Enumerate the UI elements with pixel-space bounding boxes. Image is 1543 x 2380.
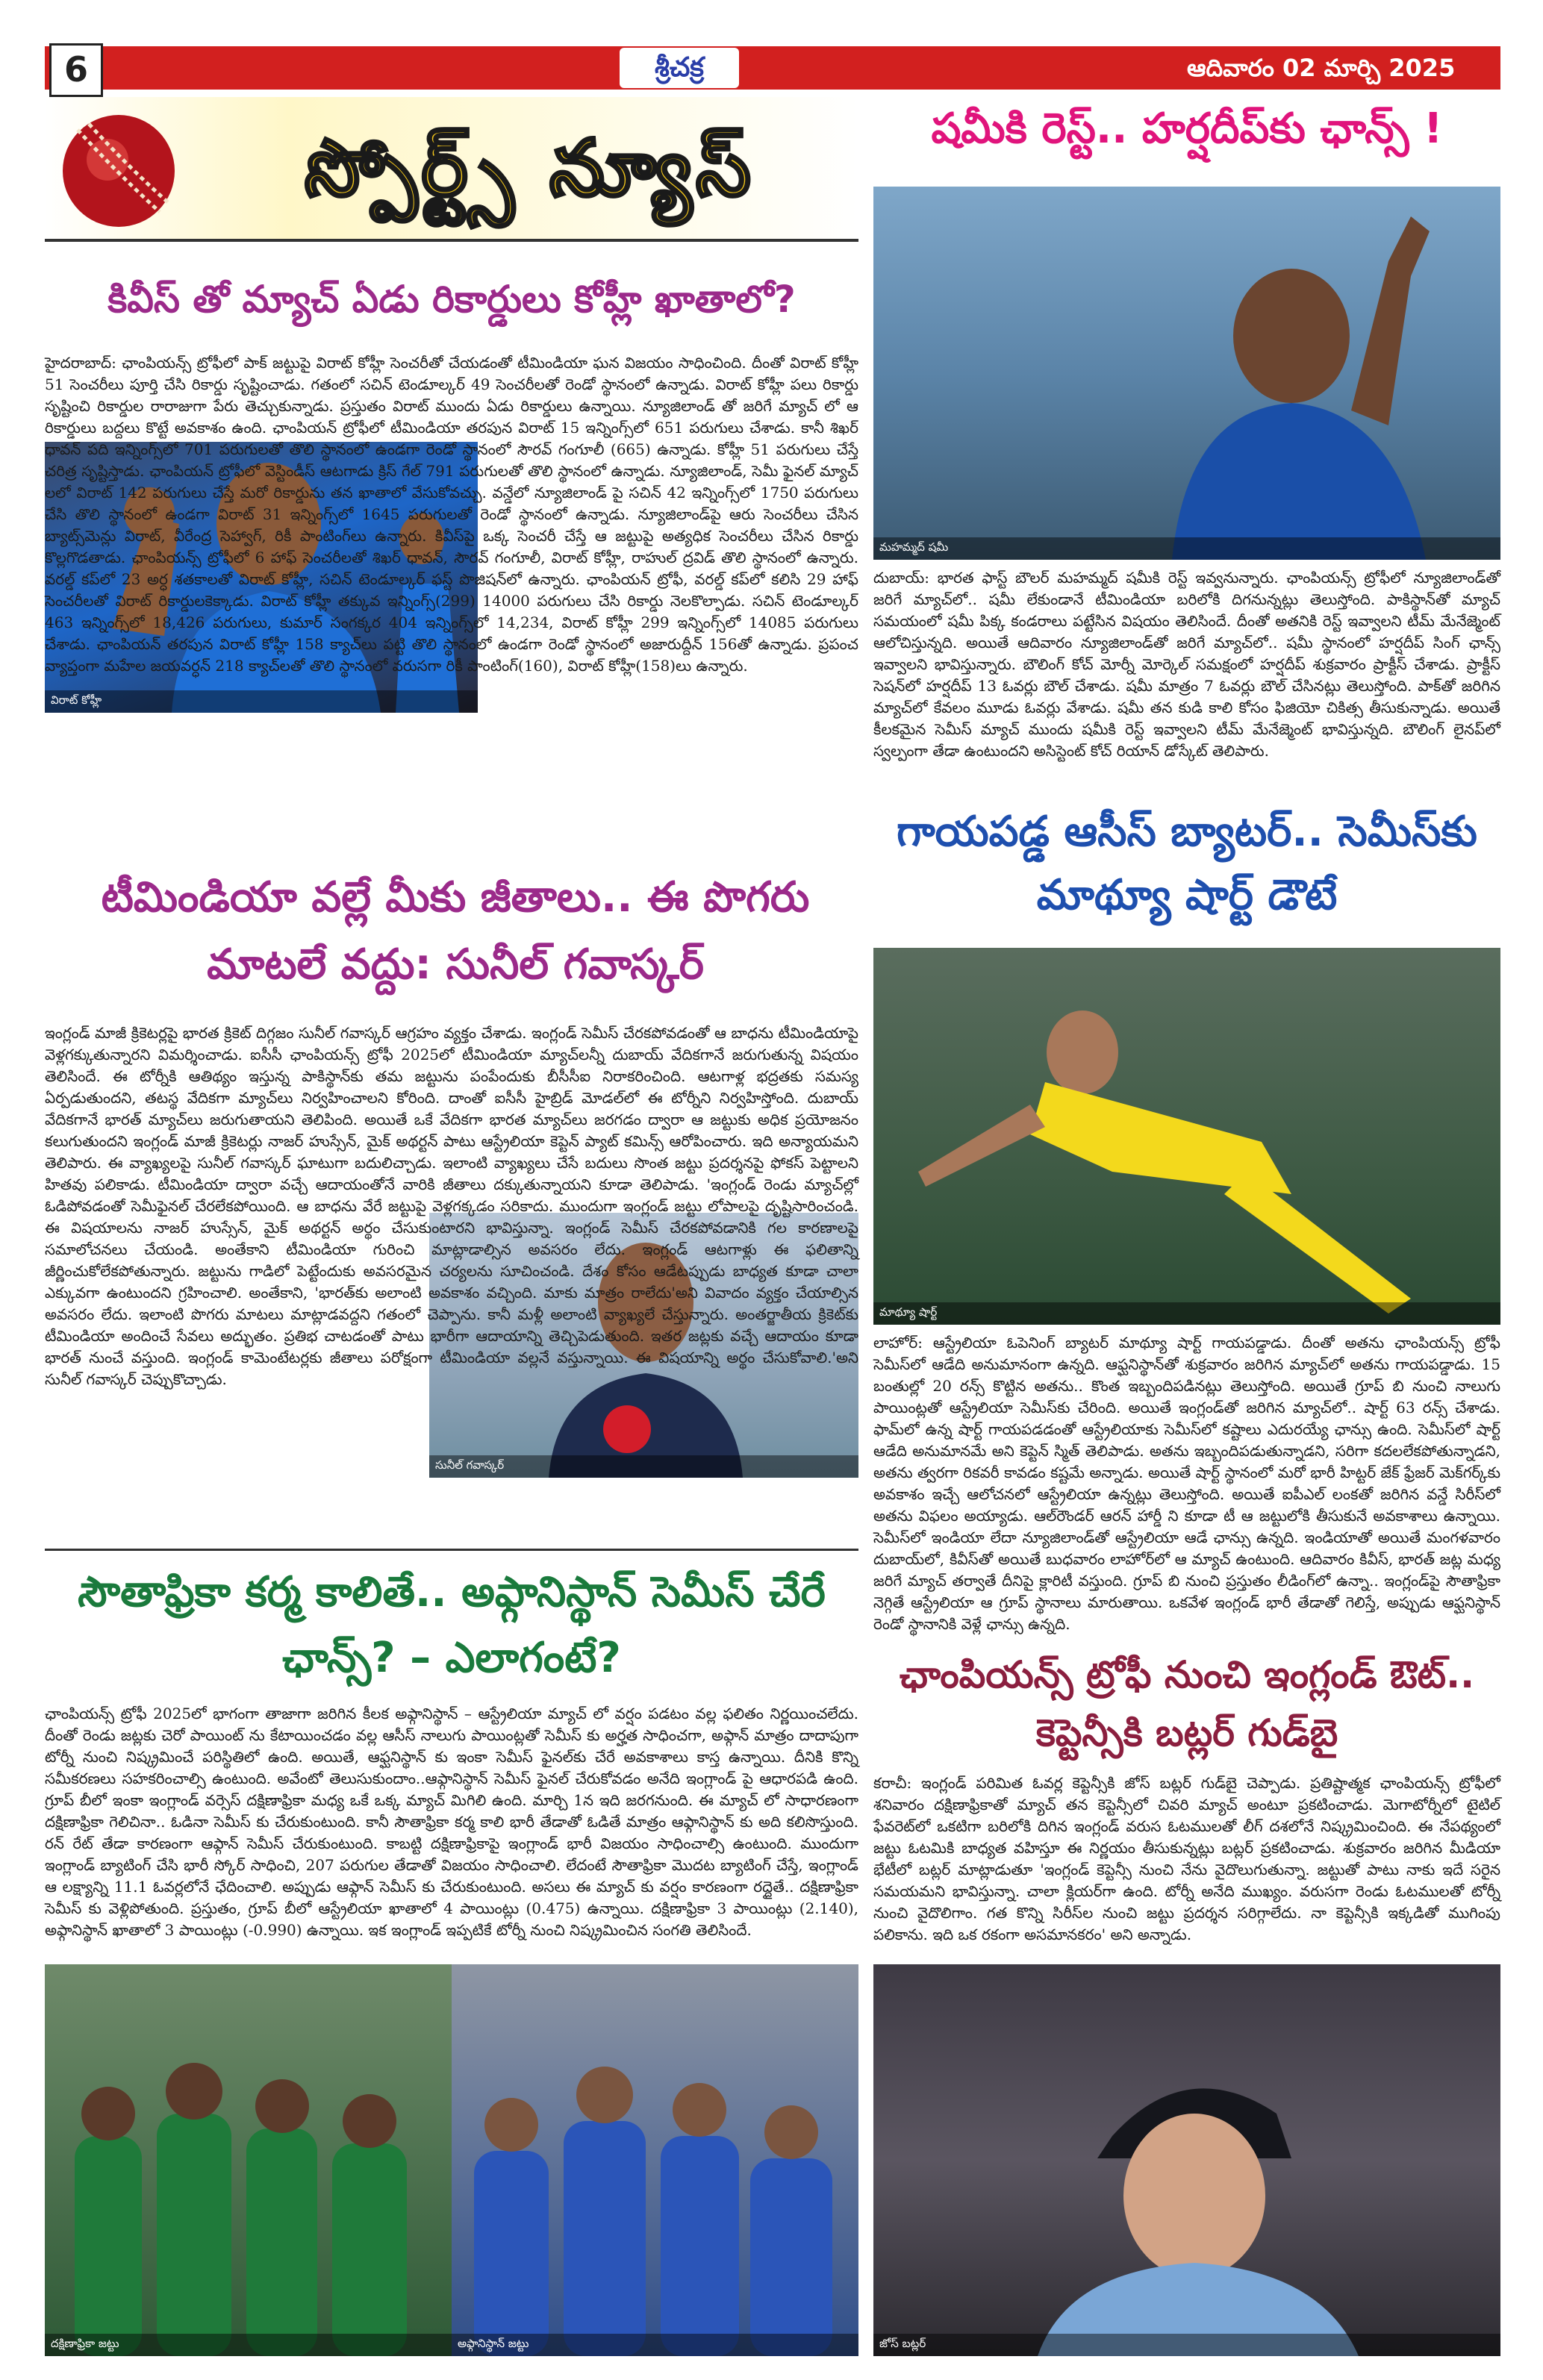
cricket-ball-icon <box>48 107 197 234</box>
fielder-silhouette-icon <box>873 948 1500 1325</box>
gavaskar-photo-caption: సునీల్ గవాస్కర్ <box>429 1455 858 1478</box>
afghan-headline: సౌతాఫ్రికా కర్మ కాలితే.. అఫ్గానిస్థాన్ సెమీస్ చేరే ఛాన్స్? – ఎలాగంటే? <box>78 1568 826 1682</box>
captain-silhouette-icon <box>873 1964 1500 2356</box>
buttler-headline: ఛాంపియన్స్ ట్రోఫీ నుంచి ఇంగ్లండ్ ఔట్.. కెప్టెన్సీకి బట్లర్ గుడ్‌బై <box>899 1653 1475 1755</box>
afghanistan-photo-caption: అఫ్గానిస్థాన్ జట్టు <box>452 2334 858 2356</box>
kohli-body-main <box>45 716 858 717</box>
bowler-silhouette-icon <box>873 187 1500 560</box>
south-africa-team-photo <box>45 1964 452 2356</box>
team-huddle-icon <box>45 1964 452 2356</box>
sports-news-banner <box>45 97 858 242</box>
gavaskar-body: ఇంగ్లండ్ మాజీ క్రికెటర్లపై భారత క్రికెట్ దిగ్గజం సునీల్ గవాస్కర్ ఆగ్రహం వ్యక్తం చేశాడు. ఇంగ్లండ్ సెమీస్ చేరకపోవడంతో ఆ బాధను టీమిండియాపై వెళ్లగక్కుతున్నారని విమర్శించాడు. ఐసీసీ ఛాంపియన్స్ ట్రోఫీ 2025లో టీమిండియా మ్యాచ్‌లన్నీ దుబాయ్ వేదికగానే జరుగుతున్న విషయం తెలిసిందే. ఈ టోర్నీకి ఆతిథ్యం ఇస్తున్న పాకిస్థాన్‌కు తమ జట్టును పంపేందుకు బీసీసీఐ నిరాకరించింది. ఆటగాళ్ల భద్రతకు సమస్య ఏర్పడుతుందని, తటస్థ వేదికగా మ్యాచ్‌లు నిర్వహించాలని కోరింది. దాంతో ఐసీసీ హైబ్రిడ్ మోడల్‌లో ఈ టోర్నీని నిర్వహిస్తోంది. దుబాయ్ వేదికగానే భారత్ మ్యాచ్‌లు జరుగుతాయని తెలిపింది. అయితే ఒకే వేదికగా భారత మ్యాచ్‌లు జరగడం ద్వారా ఆ జట్టుకు అధిక ప్రయోజనం కలుగుతుందని ఇంగ్లండ్ మాజీ క్రికెటర్లు నాజర్ హుస్సేన్, మైక్ అథర్టన్ పాటు ఆస్ట్రేలియా కెప్టెన్ ప్యాట్ కమిన్స్ ఆరోపించారు. ఇది అన్యాయమని తెలిపారు. ఈ వ్యాఖ్యలపై సునీల్ గవాస్కర్ ఘాటుగా బదులిచ్చాడు. ఇలాంటి వ్యాఖ్యలు చేసే బదులు సొంత జట్టు ప్రదర్శనపై ఫోకస్ పెట్టాలని హితవు పలికాడు. టీమిండియా ద్వారా వచ్చే ఆదాయంతోనే వారికి జీతాలు దక్కుతున్నాయని కూడా తెలిపాడు. 'ఇంగ్లండ్ రెండు మ్యాచ్‌ల్లో ఓడిపోవడంతో సెమీఫైనల్ చేరలేకపోయింది. ఆ బాధను వేరే జట్టుపై వెళ్లగక్కడం సరికాదు. ముందుగా ఇంగ్లండ్ జట్టు లోపాలపై దృష్టిసారించండి. ఈ విషయాలను నాజర్ హుస్సేన్, మైక్ అథర్టన్ అర్థం చేసుకుంటారని భావిస్తున్నా. ఇంగ్లండ్ సెమీస్ చేరకపోవడానికి గల కారణాలపై సమాలోచనలు చేయండి. అంతేకాని టీమిండియా గురించి మాట్లాడాల్సిన అవసరం లేదు. ఇంగ్లండ్ ఆటగాళ్లు ఈ ఫలితాన్ని జీర్ణించుకోలేకపోతున్నారు. జట్టును గాడిలో పెట్టేందుకు అవసరమైన చర్యలను సూచించండి. దేశం కోసం ఆడేటప్పుడు బాధ్యత కూడా చాలా ఎక్కువగా ఉంటుందని గ్రహించాలి. అంతేకాని, 'భారత్‌కు అలాంటి అవకాశం వచ్చింది. మాకు మాత్రం రాలేదు'అని వివాదం వ్యక్తం చేయాల్సిన అవసరం లేదు. ఇలాంటి పొగరు మాటలు మాట్లాడవద్దని గతంలో చెప్పాను. కానీ మళ్లీ అలాంటి వ్యాఖ్యలే చేస్తున్నారు. అంతర్జాతీయ క్రికెట్‌కు టీమిండియా అందించే సేవలు అద్భుతం. ప్రతిభ చాటడంతో పాటు భారీగా ఆదాయాన్ని తెచ్చిపెడుతుంది. ఇతర జట్లకు వచ్చే ఆదాయం కూడా భారత్ నుంచే వస్తుంది. ఇంగ్లండ్ కామెంటేటర్లకు జీతాలు పరోక్షంగా టీమిండియా వల్లనే వస్తున్నాయి. ఈ విషయాన్ని అర్థం చేసుకోవాలి.'అని సునీల్ గవాస్కర్ చెప్పుకొచ్చాడు. <box>45 1024 858 1388</box>
gavaskar-headline: టీమిండియా వల్లే మీకు జీతాలు.. ఈ పొగరు మాటలే వద్దు: సునీల్ గవాస్కర్ <box>101 873 810 989</box>
kohli-body: హైదరాబాద్: ఛాంపియన్స్ ట్రోఫీలో పాక్ జట్టుపై విరాట్ కోహ్లీ సెంచరీతో చేయడంతో టీమిండియా ఘన విజయం సాధించింది. దీంతో విరాట్ కోహ్లీ 51 సెంచరీలు పూర్తి చేసి రికార్డు సృష్టించాడు. గతంలో సచిన్ టెండూల్కర్ 49 సెంచరీలతో రెండో స్థానంలో ఉన్నాడు. విరాట్ కోహ్లీ పలు రికార్డు సృష్టించి రికార్డుల రారాజుగా పేరు తెచ్చుకున్నాడు. ప్రస్తుతం విరాట్ ముందు ఏడు రికార్డులు ఉన్నాయి. న్యూజిలాండ్ తో జరిగే మ్యాచ్ లో ఆ రికార్డులు బద్దలు కొట్టే అవకాశం ఉంది. ఛాంపియన్ ట్రోఫీలో టీమిండియా తరపున విరాట్ 15 ఇన్నింగ్స్‌లో 651 పరుగులు చేశాడు. కానీ శిఖర్ ధావన్ పది ఇన్నింగ్స్‌లో 701 పరుగులతో తొలి స్థానంలో ఉండగా రెండో స్థానంలో సౌరవ్ గంగూలీ (665) ఉన్నాడు. కోహ్లీ 51 పరుగులు చేస్తే చరిత్ర సృష్టిస్తాడు. ఛాంపియన్ ట్రోఫీలో వెస్టిండీస్ ఆటగాడు క్రిస్ గేల్ 791 పరుగులతో తొలి స్థానంలో ఉన్నాడు. న్యూజిలాండ్, సెమీ ఫైనల్ మ్యాచ్ లలో విరాట్ 142 పరుగులు చేస్తే మరో రికార్డును తన ఖాతాలో వేసుకోవచ్చు. వన్డేలో న్యూజిలాండ్ పై సచిన్ 42 ఇన్నింగ్స్‌లో 1750 పరుగులు చేసి తొలి స్థానంలో ఉండగా విరాట్ 31 ఇన్నింగ్స్‌లో 1645 పరుగులతో రెండో స్థానంలో ఉన్నాడు. న్యూజిలాండ్‌పై ఆరు సెంచరీలు చేసిన బ్యాట్స్‌మెన్లు విరాట్, వీరేంద్ర సెహ్వాగ్, రికీ పాంటింగ్‌లు ఉన్నారు. కివీస్‌పై ఒక్క సెంచరీ చేస్తే ఆ జట్టుపై అత్యధిక సెంచరీలు చేసిన రికార్డు కొల్లగొడతాడు. ఛాంపియన్స్ ట్రోఫీలో 6 హాఫ్ సెంచరీలతో శిఖర్ ధావన్, సౌరవ్ గంగూలీ, విరాట్ కోహ్లీ, రాహుల్ ద్రవిడ్ తొలి స్థానంలో ఉన్నారు. వరల్డ్ కప్‌లో 23 అర్ధ శతకాలతో విరాట్ కోహ్లీ, సచిన్ టెండూల్కర్ ఫస్ట్ పొజిషన్‌లో ఉన్నారు. ఛాంపియన్ ట్రోఫీ, వరల్డ్ కప్‌లో కలిసి 29 హాఫ్ సెంచరీలతో విరాట్ రికార్డులకెక్కాడు. విరాట్ కోహ్లీ తక్కువ ఇన్నింగ్స్(299) 14000 పరుగులు చేసి రికార్డు నెలకొల్పాడు. సచిన్ టెండూల్కర్ 463 ఇన్నింగ్స్‌లో 18,426 పరుగులు, కుమార్ సంగక్కర 404 ఇన్నింగ్స్‌లో 14,234, విరాట్ కోహ్లీ 299 ఇన్నింగ్స్‌లో 14085 పరుగులు చేశాడు. ఛాంపియన్ తరపున విరాట్ కోహ్లీ 158 క్యాచ్‌లు పట్టి తొలి స్థానంలో ఉండగా రెండో స్థానంలో అజారుద్దీన్ 156తో ఉన్నాడు. ప్రపంచ వ్యాప్తంగా మహేల జయవర్ధన్ 218 క్యాచ్‌లతో తొలి స్థానంలో వరుసగా రికీ పాంటింగ్(160), విరాట్ కోహ్లీ(158)లు ఉన్నారు. <box>45 354 858 675</box>
buttler-body: కరాచీ: ఇంగ్లండ్ పరిమిత ఓవర్ల కెప్టెన్సీకి జోస్ బట్లర్ గుడ్‌బై చెప్పాడు. ప్రతిష్టాత్మక ఛాంపియన్స్ ట్రోఫీలో శనివారం దక్షిణాఫ్రికాతో మ్యాచ్ తన కెప్టెన్సీలో చివరి మ్యాచ్ అంటూ ప్రకటించాడు. మెగాటోర్నీలో టైటిల్ ఫేవరెట్‌లో ఒకటిగా బరిలోకి దిగిన ఇంగ్లండ్ వరుస ఓటములతో లీగ్ దశలోనే నిష్క్రమించింది. ఈ నేపథ్యంలో జట్టు ఓటమికి బాధ్యత వహిస్తూ ఈ నిర్ణయం తీసుకున్నట్లు బట్లర్ ప్రకటించాడు. శుక్రవారం జరిగిన మీడియా భేటీలో బట్లర్ మాట్లాడుతూ 'ఇంగ్లండ్ కెప్టెన్సీ నుంచి నేను వైదొలుగుతున్నా. జట్టుతో పాటు నాకు ఇదే సరైన సమయమని భావిస్తున్నా. చాలా క్లియర్‌గా ఉంది. టోర్నీ అనేది ముఖ్యం. వరుసగా రెండు ఓటములతో టోర్నీ నుంచి వైదొలిగాం. గత కొన్ని సిరీస్‌ల నుంచి జట్టు ప్రదర్శన సరిగ్గాలేదు. నా కెప్టెన్సీకి ఇక్కడితో ముగింపు పలికాను. ఇది ఒక రకంగా అసమానకరం' అని అన్నాడు. <box>873 1774 1500 1943</box>
newspaper-logo: శ్రీచక్ర <box>620 48 739 88</box>
short-body: లాహోర్: ఆస్ట్రేలియా ఓపెనింగ్ బ్యాటర్ మాథ్యూ షార్ట్ గాయపడ్డాడు. దీంతో అతను ఛాంపియన్స్ ట్రోఫీ సెమీస్‌లో ఆడేది అనుమానంగా ఉన్నది. ఆఫ్ఘనిస్థాన్‌తో శుక్రవారం జరిగిన మ్యాచ్‌లో అతను గాయపడ్డాడు. 15 బంతుల్లో 20 రన్స్ కొట్టిన అతను.. కొంత ఇబ్బందిపడినట్లు తెలుస్తోంది. అయితే గ్రూప్ బి నుంచి నాలుగు పాయింట్లతో ఆస్ట్రేలియా సెమీస్‌కు చేరింది. అయితే ఇంగ్లండ్‌తో జరిగిన మ్యాచ్‌లో.. షార్ట్ 63 రన్స్ చేశాడు. ఫామ్‌లో ఉన్న షార్ట్ గాయపడడంతో ఆస్ట్రేలియాకు సెమీస్‌లో కష్టాలు ఎదురయ్యే ఛాన్సు ఉంది. సెమీస్‌లో షార్ట్ ఆడేది అనుమానమే అని కెప్టెన్ స్మిత్ తెలిపాడు. అతను ఇబ్బందిపడుతున్నాడని, సరిగా కదలలేకపోతున్నాడని, అతను త్వరగా రికవరీ కావడం కష్టమే అన్నాడు. అయితే షార్ట్ స్థానంలో మరో భారీ హిట్టర్ జేక్ ఫ్రేజర్ మెక్‌గర్క్‌కు అవకాశం ఇచ్చే ఆలోచనలో ఆస్ట్రేలియా ఉన్నట్లు తెలుస్తోంది. అయితే ఐపీఎల్ లంకతో జరిగిన వన్డే సిరీస్‌లో అతను విఫలం అయ్యాడు. ఆల్‌రౌండర్ ఆరన్ హార్డీ ని కూడా టీ ఆ జట్టులోకి తీసుకునే అవకాశాలు ఉన్నాయి. సెమీస్‌లో ఇండియా లేదా న్యూజిలాండ్‌తో ఆస్ట్రేలియా ఆడే ఛాన్సు ఉన్నది. ఇండియాతో అయితే మంగళవారం దుబాయ్‌లో, కివీస్‌తో అయితే బుధవారం లాహోర్‌లో ఆ మ్యాచ్‌ ఉంటుంది. ఆదివారం కివీస్, భారత్ జట్ల మధ్య జరిగే మ్యాచ్ తర్వాతే దీనిపై క్లారిటీ వస్తుంది. గ్రూప్ బి నుంచి ప్రస్తుతం లీడింగ్‌లో ఉన్నా.. ఇంగ్లండ్‌పై సౌతాఫ్రికా నెగ్గితే ఆస్ట్రేలియా ఆ గ్రూప్ స్థానాలు మారుతాయి. ఒకవేళ ఇంగ్లండ్ భారీ తేడాతో గెలిస్తే, అప్పుడు ఆఫ్ఘనిస్థాన్ రెండో స్థానానికి వెళ్లే ఛాన్సు ఉన్నది. <box>873 1334 1500 1633</box>
short-photo-caption: మాథ్యూ షార్ట్ <box>873 1302 1500 1325</box>
afghanistan-team-photo <box>452 1964 858 2356</box>
buttler-photo <box>873 1964 1500 2356</box>
team-group-icon <box>452 1964 858 2356</box>
issue-date: ఆదివారం 02 మార్చి 2025 <box>1187 54 1456 82</box>
shami-photo-caption: మహమ్మద్ షమీ <box>873 537 1500 560</box>
section-divider <box>45 1549 858 1551</box>
page-number: 6 <box>49 43 103 97</box>
afghan-body: ఛాంపియన్స్ ట్రోఫీ 2025లో భాగంగా తాజాగా జరిగిన కీలక అఫ్గానిస్థాన్ – ఆస్ట్రేలియా మ్యాచ్ లో వర్షం పడటం వల్ల ఫలితం నిర్ణయించలేదు. దీంతో రెండు జట్లకు చెరో పాయింట్ ను కేటాయించడం వల్ల ఆసీస్ నాలుగు పాయింట్లతో సెమీస్ కు అర్హత సాధించగా, అఫ్గాన్ మాత్రం దాదాపుగా టోర్నీ నుంచి నిష్క్రమించే పరిస్థితిలో ఉంది. అయితే, ఆఫ్ఘనిస్థాన్ కు ఇంకా సెమీస్ ఫైనల్‌కు చేరే అవకాశాలు కాస్త ఉన్నాయి. దీనికి కొన్ని సమీకరణలు సహకరించాల్సి ఉంటుంది. అవేంటో తెలుసుకుందాం..ఆఫ్గానిస్థాన్ సెమీస్ ఫైనల్ చేరుకోవడం అనేది ఇంగ్లాండ్ పై ఆధారపడి ఉంది. గ్రూప్ బీలో ఇంకా ఇంగ్లాండ్ వర్సెస్ దక్షిణాఫ్రికా మధ్య ఒకే ఒక్క మ్యాచ్ మిగిలి ఉంది. మార్చి 1న ఇది జరగనుంది. ఈ మ్యాచ్ లో సాధారణంగా దక్షిణాఫ్రికా గెలిచినా.. ఓడినా సెమీస్ కు చేరుకుంటుంది. కానీ సౌతాఫ్రికా కర్మ కాలి భారీ తేడాతో ఓడితే మాత్రం ఆఫ్గానిస్థాన్ కు అది కలిసొస్తుంది. రన్ రేట్ తేడా కారణంగా ఆఫ్గాన్ సెమీస్ చేరుకుంటుంది. కాబట్టి దక్షిణాఫ్రికాపై ఇంగ్లాండ్ భారీ విజయం సాధించాల్సి ఉంటుంది. ముందుగా ఇంగ్లాండ్ బ్యాటింగ్ చేసి భారీ స్కోర్ సాధించి, 207 పరుగుల తేడాతో విజయం సాధించాలి. లేదంటే సౌతాఫ్రికా మొదట బ్యాటింగ్ చేస్తే, ఇంగ్లాండ్ ఆ లక్ష్యాన్ని 11.1 ఓవర్లలోనే ఛేదించాలి. అప్పుడు ఆఫ్గాన్ సెమీస్ కు చేరుకుంటుంది. అసలు ఈ మ్యాచ్ కు వర్షం కారణంగా రద్దైతే.. దక్షిణాఫ్రికా సెమీస్ కు వెళ్లిపోతుంది. ప్రస్తుతం, గ్రూప్ బీలో ఆస్ట్రేలియా ఖాతాలో 4 పాయింట్లు (0.475) ఉన్నాయి. దక్షిణాఫ్రికా 3 పాయింట్లు (2.140), అఫ్గానిస్థాన్ ఖాతాలో 3 పాయింట్లు (-0.990) ఉన్నాయి. ఇక ఇంగ్లాండ్ ఇప్పటికే టోర్నీ నుంచి నిష్క్రమించిన సంగతి తెలిసిందే. <box>45 1705 858 1939</box>
short-photo <box>873 948 1500 1325</box>
short-headline: గాయపడ్డ ఆసీస్ బ్యాటర్.. సెమీస్‌కు మాథ్యూ షార్ట్ డౌటే <box>897 808 1477 919</box>
shami-body: దుబాయ్: భారత ఫాస్ట్ బౌలర్ మహమ్మద్ షమీకి రెస్ట్ ఇవ్వనున్నారు. ఛాంపియన్స్ ట్రోఫీలో న్యూజిలాండ్‌తో జరిగే మ్యాచ్‌లో.. షమీ లేకుండానే టీమిండియా బరిలోకి దిగనున్నట్లు తెలుస్తోంది. పాకిస్థాన్‌తో మ్యాచ్ సమయంలో షమీ పిక్క కండరాలు పట్టేసిన విషయం తెలిసిందే. దీంతో అతనికి రెస్ట్ ఇవ్వాలని టీమ్ మేనేజ్మెంట్ ఆలోచిస్తున్నది. అయితే ఆదివారం న్యూజిలాండ్‌తో జరిగే మ్యాచ్‌లో.. షమీ స్థానంలో హర్షదీప్ సింగ్ ఛాన్స్ ఇవ్వాలని భావిస్తున్నారు. బౌలింగ్ కోచ్ మోర్నీ మోర్కెల్ సమక్షంలో హర్షదీప్ శుక్రవారం ప్రాక్టీస్ చేశాడు. ప్రాక్టీస్ సెషన్‌లో హర్షదీప్ 13 ఓవర్లు బౌల్ చేశాడు. షమీ మాత్రం 7 ఓవర్లు బౌల్ చేసినట్లు తెలుస్తోంది. పాక్‌తో జరిగిన మ్యాచ్‌లో కేవలం మూడు ఓవర్లు వేశాడు. షమీ తన కుడి కాలి కోసం ఫిజియో చికిత్స తీసుకున్నాడు. అయితే కీలకమైన సెమీస్ మ్యాచ్ ముందు షమీకి రెస్ట్ ఇవ్వాలని టీమ్ మేనేజ్మెంట్ భావిస్తున్నది. బౌలింగ్ లైనప్‌లో స్వల్పంగా తేడా ఉంటుందని అసిస్టెంట్ కోచ్ రియాన్ డోస్కేట్ తెలిపారు. <box>873 569 1500 760</box>
kohli-photo-caption: విరాట్ కోహ్లీ <box>45 690 478 713</box>
south-africa-photo-caption: దక్షిణాఫ్రికా జట్టు <box>45 2334 452 2356</box>
section-title: స్పోర్ట్స్ న్యూస్ <box>305 122 755 213</box>
shami-photo <box>873 187 1500 560</box>
kohli-headline: కివీస్ తో మ్యాచ్ ఏడు రికార్డులు కోహ్లీ ఖాతాలో? <box>107 278 796 321</box>
shami-headline: షమీకి రెస్ట్.. హర్షదీప్‌కు ఛాన్స్ ! <box>931 104 1443 153</box>
buttler-photo-caption: జోస్ బట్లర్ <box>873 2334 1500 2356</box>
